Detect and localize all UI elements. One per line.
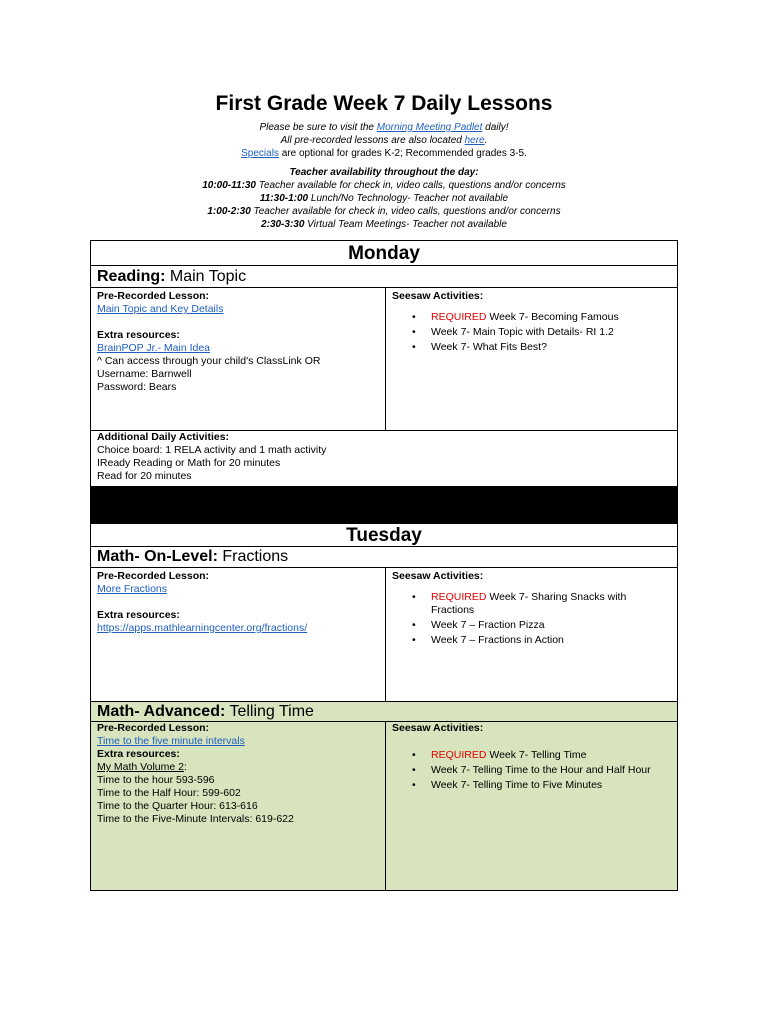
my-math-line: [97, 761, 379, 774]
monday-content-row: [91, 288, 677, 431]
availability-title: Teacher availability throughout the day:: [289, 167, 479, 178]
additional-activity: IReady Reading or Math for 20 minutes: [97, 457, 281, 469]
page-range-text: Time to the Quarter Hour: 613-616: [97, 800, 258, 812]
list-item: [431, 619, 671, 632]
tuesday-onlevel-row: [91, 568, 677, 702]
pre-recorded-label: Pre-Recorded Lesson:: [97, 722, 210, 734]
extra-resources-label: Extra resources:: [97, 329, 180, 341]
list-item: [431, 764, 671, 777]
morning-meeting-padlet-link[interactable]: Morning Meeting Padlet: [376, 122, 483, 133]
activity-text: Week 7- Telling Time to the Hour and Half Hour: [431, 764, 651, 776]
additional-activities-cell: [91, 431, 677, 486]
extra-resources-label: Extra resources:: [97, 748, 180, 760]
extra-resources-label: Extra resources:: [97, 609, 180, 621]
schedule-text: Teacher available for check in, video calls, questions and/or concerns: [255, 180, 566, 191]
list-item: [431, 311, 671, 324]
classlink-note: ^ Can access through your child's ClassLink OR: [97, 355, 321, 367]
five-minute-intervals-link[interactable]: Time to the five minute intervals: [97, 735, 245, 747]
page-range-text: Time to the hour 593-596: [97, 774, 215, 786]
activity-text: Week 7- Telling Time to Five Minutes: [431, 779, 603, 791]
activity-text: Week 7 – Fraction Pizza: [431, 619, 545, 631]
additional-activity: Read for 20 minutes: [97, 470, 192, 482]
monday-subject-topic: Main Topic: [165, 268, 247, 285]
list-item: [431, 634, 671, 647]
advanced-lesson-cell: [91, 722, 386, 890]
lesson-table: [90, 240, 678, 891]
seesaw-label: Seesaw Activities:: [392, 570, 484, 582]
activity-text: Week 7- What Fits Best?: [431, 341, 547, 353]
specials-line-text: are optional for grades K-2; Recommended grades 3-5.: [278, 148, 527, 159]
padlet-line: [0, 121, 768, 134]
required-tag: REQUIRED: [431, 591, 487, 603]
page-range-text: Time to the Half Hour: 599-602: [97, 787, 241, 799]
pre-recorded-label: Pre-Recorded Lesson:: [97, 290, 210, 302]
list-item: [431, 779, 671, 792]
onlevel-subject-topic: Fractions: [217, 548, 289, 565]
schedule-text: Virtual Team Meetings- Teacher not available: [304, 219, 507, 230]
schedule-time: 2:30-3:30: [261, 219, 305, 230]
activity-text: Week 7- Telling Time: [486, 749, 587, 761]
advanced-subject-topic: Telling Time: [225, 703, 314, 720]
onlevel-lesson-cell: [91, 568, 386, 701]
main-topic-lesson-link[interactable]: Main Topic and Key Details: [97, 303, 224, 315]
required-tag: REQUIRED: [431, 749, 487, 761]
schedule-time: 11:30-1:00: [259, 193, 309, 204]
tuesday-advanced-row: [91, 722, 677, 890]
page-range-text: Time to the Five-Minute Intervals: 619-622: [97, 813, 294, 825]
header: [0, 92, 768, 231]
seesaw-activity-list: [392, 749, 671, 792]
activity-text: Week 7- Main Topic with Details- RI 1.2: [431, 326, 614, 338]
advanced-seesaw-cell: [386, 722, 677, 890]
brainpop-link[interactable]: BrainPOP Jr.- Main Idea: [97, 342, 211, 354]
schedule-row: [0, 205, 768, 218]
seesaw-label: Seesaw Activities:: [392, 290, 484, 302]
pre-recorded-label: Pre-Recorded Lesson:: [97, 570, 210, 582]
activity-text: Week 7- Sharing Snacks with Fractions: [431, 591, 627, 616]
schedule-time: 1:00-2:30: [207, 206, 251, 217]
schedule-text: Lunch/No Technology- Teacher not available: [308, 193, 509, 204]
monday-additional-row: [91, 431, 677, 486]
padlet-line-text: Please be sure to visit the: [259, 122, 377, 133]
seesaw-activity-list: [392, 311, 671, 354]
tuesday-advanced-subject: [91, 702, 677, 722]
lessons-line-suffix: .: [484, 135, 488, 146]
additional-activity: Choice board: 1 RELA activity and 1 math activity: [97, 444, 327, 456]
activity-text: Week 7 – Fractions in Action: [431, 634, 564, 646]
schedule-row: [0, 218, 768, 231]
onlevel-seesaw-cell: [386, 568, 677, 701]
lessons-line-text: All pre-recorded lessons are also located: [280, 135, 465, 146]
seesaw-activity-list: [392, 591, 671, 647]
my-math-colon: :: [183, 761, 187, 773]
here-link[interactable]: here: [464, 135, 485, 146]
required-tag: REQUIRED: [431, 311, 487, 323]
password-text: Password: Bears: [97, 381, 177, 393]
padlet-line-suffix: daily!: [482, 122, 509, 133]
username-text: Username: Barnwell: [97, 368, 192, 380]
schedule-row: [0, 192, 768, 205]
separator-bar: [91, 486, 677, 523]
monday-subject-label: Reading:: [97, 268, 166, 285]
list-item: [431, 341, 671, 354]
specials-link[interactable]: Specials: [241, 148, 279, 159]
monday-lesson-cell: [91, 288, 386, 430]
list-item: [431, 591, 671, 617]
monday-seesaw-cell: [386, 288, 677, 430]
list-item: [431, 326, 671, 339]
tuesday-heading: Tuesday: [91, 523, 677, 547]
monday-subject: [91, 266, 677, 288]
advanced-subject-label: Math- Advanced:: [97, 703, 226, 720]
activity-text: Week 7- Becoming Famous: [486, 311, 619, 323]
tuesday-onlevel-subject: [91, 547, 677, 568]
list-item: [431, 749, 671, 762]
additional-activities-label: Additional Daily Activities:: [97, 431, 230, 443]
specials-line: [0, 147, 768, 160]
mathlearningcenter-link[interactable]: https://apps.mathlearningcenter.org/fractions/: [97, 622, 308, 634]
schedule-text: Teacher available for check in, video calls, questions and/or concerns: [250, 206, 561, 217]
onlevel-subject-label: Math- On-Level:: [97, 548, 218, 565]
seesaw-label: Seesaw Activities:: [392, 722, 484, 734]
more-fractions-link[interactable]: More Fractions: [97, 583, 168, 595]
lessons-line: [0, 134, 768, 147]
schedule-time: 10:00-11:30: [202, 180, 256, 191]
schedule-row: [0, 179, 768, 192]
my-math-volume-text: My Math Volume 2: [97, 761, 184, 773]
page-title: First Grade Week 7 Daily Lessons: [215, 92, 553, 115]
monday-heading: Monday: [91, 241, 677, 266]
